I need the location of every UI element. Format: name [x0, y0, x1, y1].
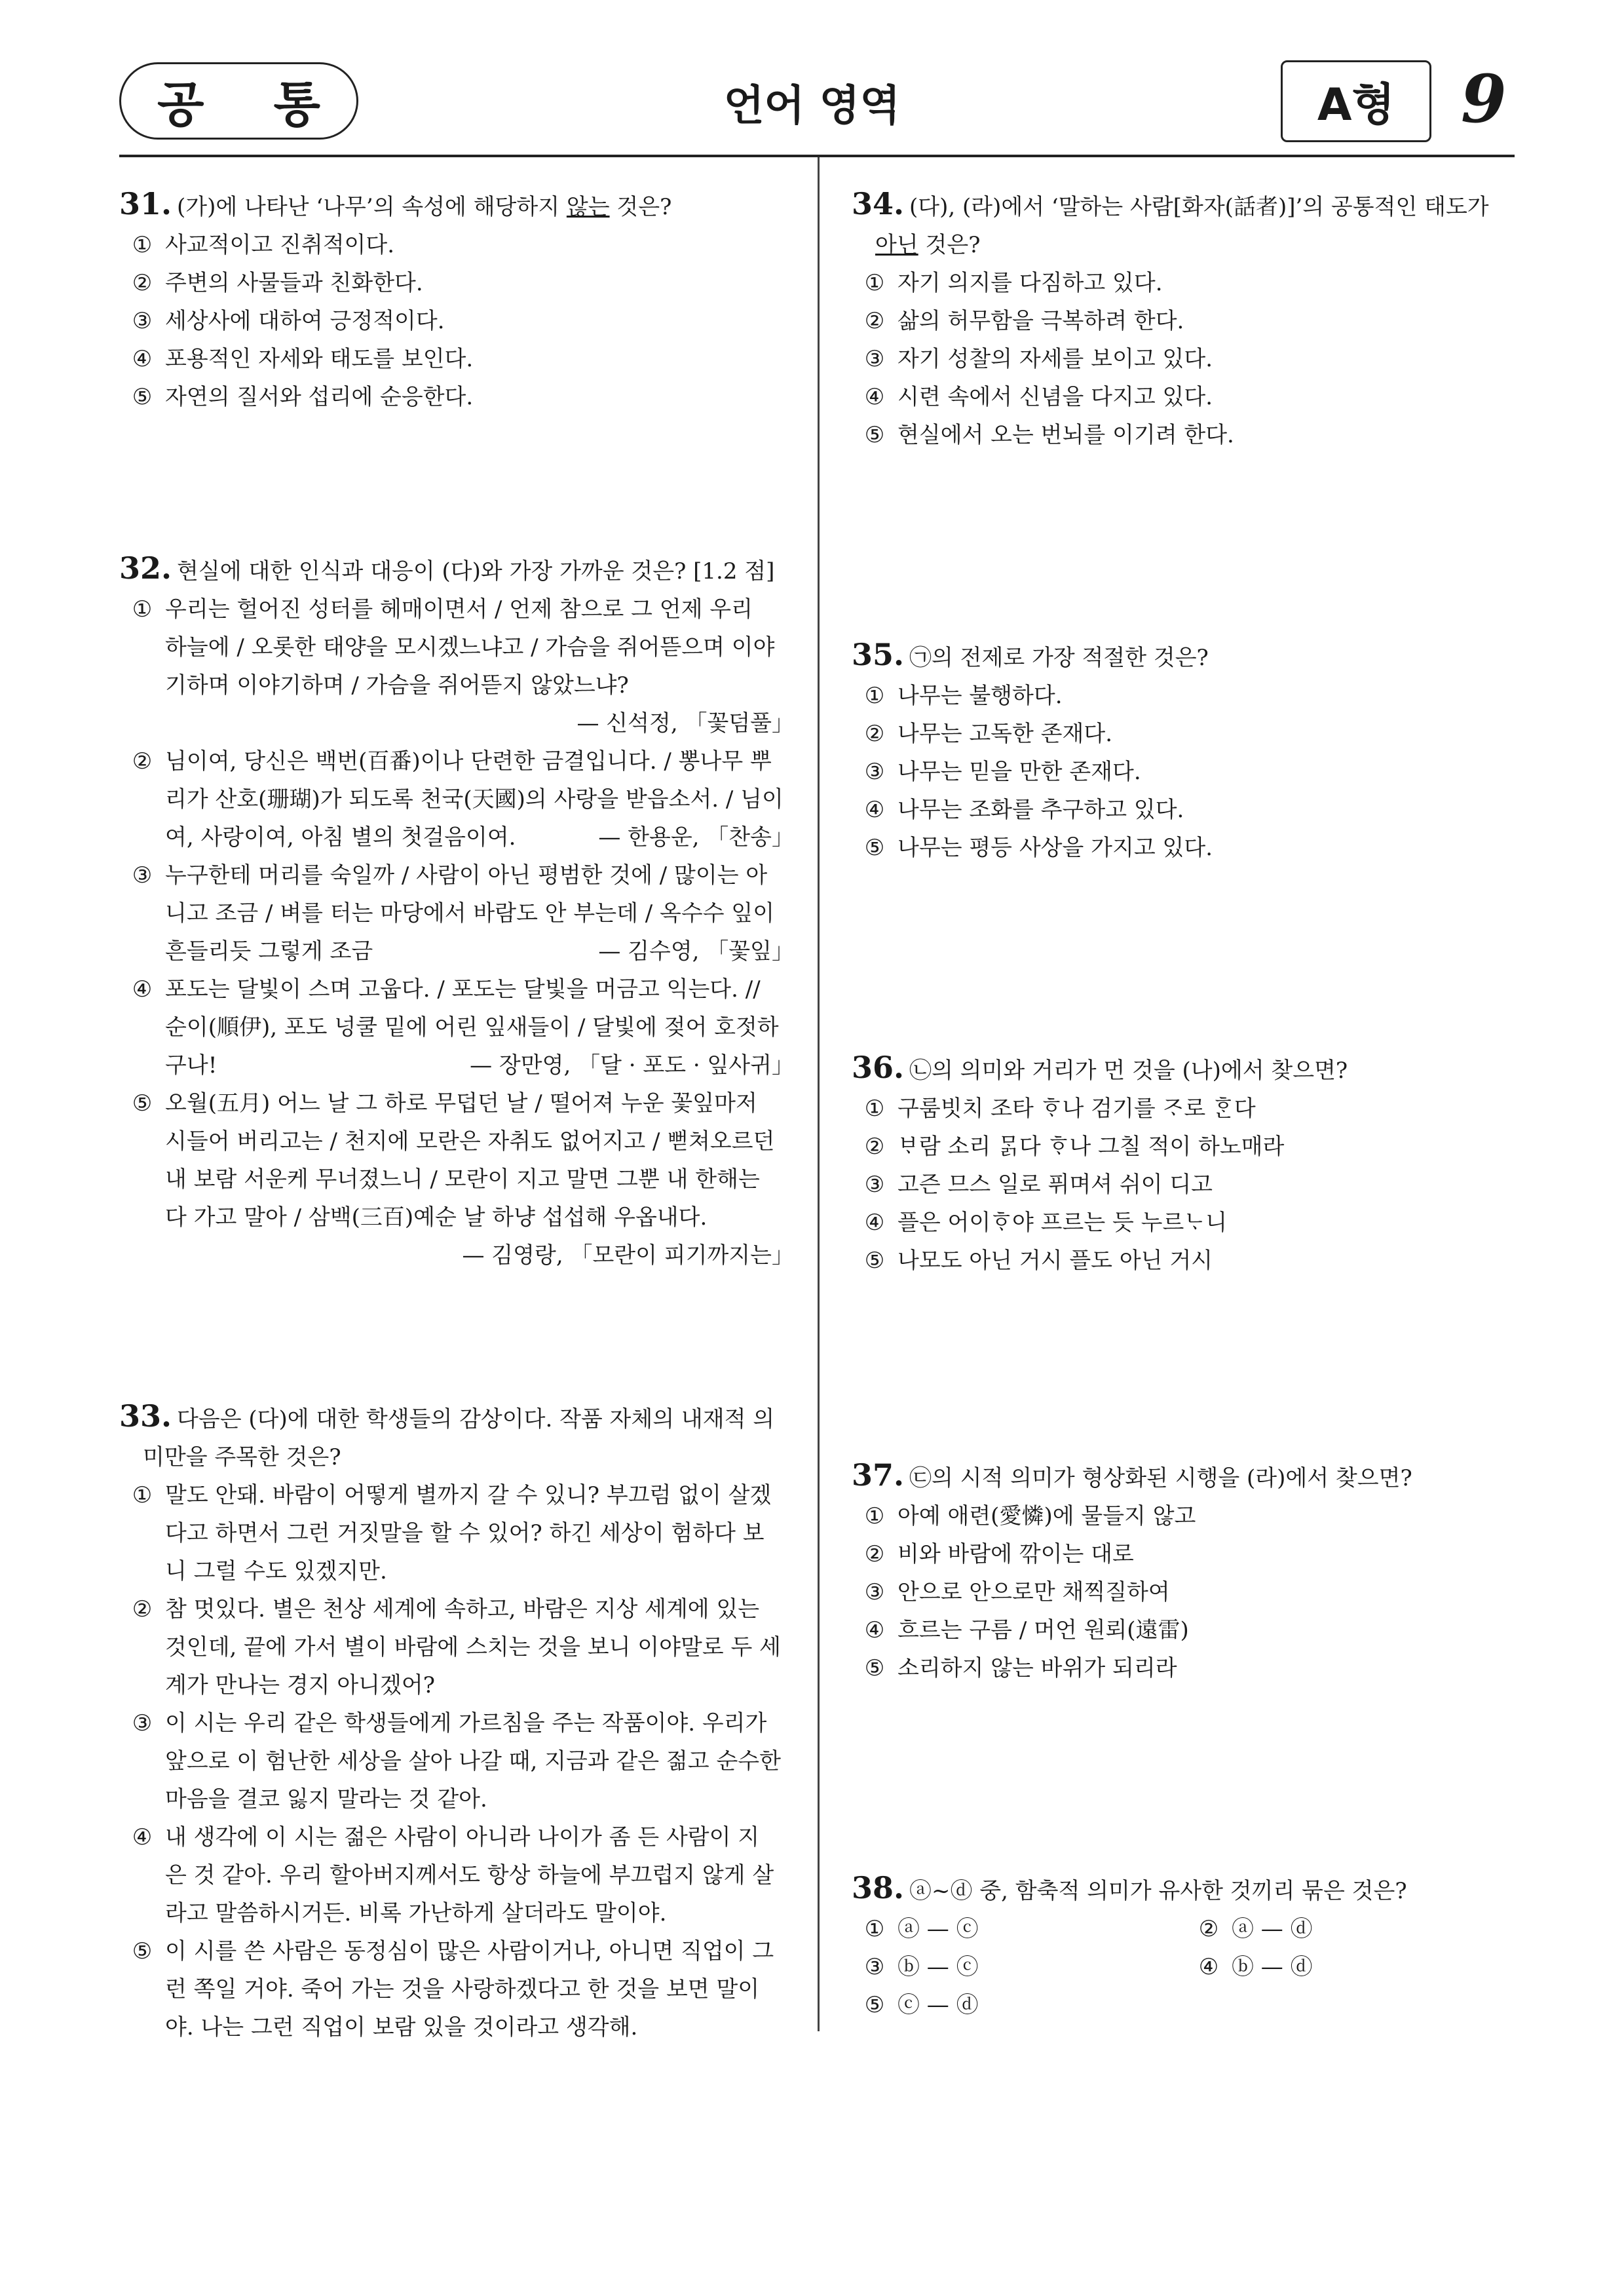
- option[interactable]: [852, 1242, 1520, 1280]
- option[interactable]: [852, 1204, 1520, 1242]
- option[interactable]: [119, 1476, 794, 1590]
- option[interactable]: [119, 1590, 794, 1704]
- option-mark: ⑤: [864, 835, 885, 861]
- option-row: [852, 1986, 1520, 2024]
- option[interactable]: [852, 378, 1520, 416]
- option[interactable]: [852, 1535, 1520, 1573]
- option[interactable]: [852, 1649, 1520, 1687]
- option-mark: ⑤: [864, 1248, 885, 1274]
- option-text: 포도는 달빛이 스며 고웁다. / 포도는 달빛을 머금고 익는다. // 순이(順伊), 포도 넝쿨 밑에 어린 잎새들이 / 달빛에 젖어 호젓하 구나! — 장만영, 「달 · 포도 · 잎사귀」: [165, 970, 794, 1084]
- poem-source: — 장만영, 「달 · 포도 · 잎사귀」: [470, 1052, 794, 1079]
- option-text: 말도 안돼. 바람이 어떻게 별까지 갈 수 있니? 부끄럼 없이 살겠 다고 하면서 그런 거짓말을 할 수 있어? 하긴 세상이 험하다 보 니 그럴 수도 있겠지만.: [165, 1482, 772, 1584]
- header-rule: [119, 155, 1515, 157]
- question-38: [852, 1869, 1520, 2024]
- option-text: 이 시는 우리 같은 학생들에게 가르침을 주는 작품이야. 우리가 앞으로 이 험난한 세상을 살아 나갈 때, 지금과 같은 젊고 순수한 마음을 결코 잃지 말라는 것 같아.: [165, 1710, 781, 1812]
- question-number: 36.: [852, 1050, 905, 1085]
- stem-text: (다), (라)에서 ‘말하는 사람[화자(話者)]’의 공통적인 태도가: [909, 194, 1489, 220]
- question-number: 38.: [852, 1870, 905, 1905]
- option-text: 나모도 아닌 거시 플도 아닌 거시: [897, 1248, 1213, 1274]
- question-32: [119, 549, 794, 1274]
- option-mark: ④: [864, 797, 885, 823]
- option-text: 오월(五月) 어느 날 그 하로 무덥던 날 / 떨어져 누운 꽃잎마저 시들어 버리고는 / 천지에 모란은 자취도 없어지고 / 뻗쳐오르던 내 보람 서운케 무너졌느니 / 모란이 지고 말면 그뿐 내 한해는 다 가고 말아 / 삼백(三百)예순 날 하냥 섭섭해 우옵내다. — 김영랑, 「모란이 피기까지는」: [165, 1084, 794, 1274]
- stem-underlined: 않는: [566, 194, 610, 220]
- question-stem: [119, 549, 794, 590]
- option-mark: ②: [1198, 1916, 1219, 1942]
- option-text: 누구한테 머리를 숙일까 / 사람이 아닌 평범한 것에 / 많이는 아 니고 조금 / 벼를 터는 마당에서 바람도 안 부는데 / 옥수수 잎이 흔들리듯 그렇게 조금 — 김수영, 「꽃잎」: [165, 856, 794, 970]
- question-number: 32.: [119, 550, 172, 586]
- option-text: 비와 바람에 깎이는 대로: [897, 1541, 1134, 1567]
- option-mark: ②: [864, 308, 885, 334]
- stem-text: 것은?: [918, 232, 981, 258]
- option-mark: ①: [864, 1916, 885, 1942]
- option[interactable]: [852, 1573, 1520, 1611]
- option-mark: ②: [864, 1134, 885, 1160]
- option-row: [852, 1948, 1520, 1986]
- option[interactable]: [852, 1497, 1520, 1535]
- option-mark: ②: [864, 721, 885, 747]
- option-text: ᄇᆞ람 소리 ᄆᆞᆰ다 ᄒᆞ나 그칠 적이 하노매라: [897, 1134, 1285, 1160]
- option-text: 나무는 불행하다.: [897, 683, 1063, 709]
- stem-text: (가)에 나타난 ‘나무’의 속성에 해당하지: [177, 194, 567, 220]
- poem-source: — 한용운, 「찬송」: [598, 824, 794, 851]
- option-text: 사교적이고 진취적이다.: [165, 232, 395, 258]
- option-mark: ①: [132, 1482, 153, 1508]
- option-text: 자기 성찰의 자세를 보이고 있다.: [897, 346, 1213, 372]
- option[interactable]: [119, 1932, 794, 2046]
- option[interactable]: [119, 226, 794, 264]
- poem-source: — 김영랑, 「모란이 피기까지는」: [462, 1242, 794, 1269]
- option-text: 현실에서 오는 번뇌를 이기려 한다.: [897, 422, 1234, 448]
- option-mark: ⑤: [864, 1992, 885, 2018]
- option-mark: ③: [864, 346, 885, 372]
- option-mark: ④: [864, 1617, 885, 1643]
- stem-text: ⓐ~ⓓ 중, 함축적 의미가 유사한 것끼리 묶은 것은?: [909, 1878, 1407, 1904]
- stem-text: ㉢의 시적 의미가 형상화된 시행을 (라)에서 찾으면?: [909, 1465, 1412, 1491]
- option-text: 나무는 조화를 추구하고 있다.: [897, 797, 1184, 823]
- option[interactable]: [852, 416, 1520, 454]
- option-mark: ⑤: [132, 1090, 153, 1117]
- option-mark: ①: [132, 232, 153, 258]
- question-stem: [119, 185, 794, 226]
- option[interactable]: [852, 829, 1520, 867]
- option-mark: ⑤: [864, 422, 885, 448]
- poem-source: — 신석정, 「꽃덤풀」: [576, 710, 794, 737]
- option[interactable]: [852, 1910, 1186, 1948]
- option-mark: ⑤: [864, 1655, 885, 1681]
- option-mark: ①: [864, 270, 885, 296]
- option-text: 시련 속에서 신념을 다지고 있다.: [897, 384, 1213, 410]
- option[interactable]: [852, 1611, 1520, 1649]
- form-type-badge: A형: [1281, 60, 1431, 142]
- option[interactable]: [119, 378, 794, 416]
- question-number: 35.: [852, 637, 905, 672]
- stem-underlined: 아닌: [875, 232, 918, 258]
- option-text: ⓑ — ⓒ: [897, 1954, 979, 1980]
- option[interactable]: [852, 1128, 1520, 1166]
- option-mark: ③: [864, 1954, 885, 1980]
- stem-text: 현실에 대한 인식과 대응이 (다)와 가장 가까운 것은? [1.2 점]: [177, 558, 775, 584]
- question-33: [119, 1397, 794, 2046]
- option-text: 소리하지 않는 바위가 되리라: [897, 1655, 1177, 1681]
- option-text: 세상사에 대하여 긍정적이다.: [165, 308, 445, 334]
- question-stem: [119, 1397, 794, 1438]
- option-text: 흐르는 구름 / 머언 원뢰(遠雷): [897, 1617, 1189, 1643]
- option-mark: ③: [864, 1579, 885, 1605]
- question-stem: [852, 185, 1520, 226]
- option-mark: ①: [132, 596, 153, 622]
- option[interactable]: [119, 1084, 794, 1274]
- option-mark: ③: [864, 1172, 885, 1198]
- option-text: ⓒ — ⓓ: [897, 1992, 979, 2018]
- option[interactable]: [119, 302, 794, 340]
- option-mark: ③: [132, 1710, 153, 1736]
- option-mark: ②: [864, 1541, 885, 1567]
- option-text: 자기 의지를 다짐하고 있다.: [897, 270, 1163, 296]
- option-mark: ④: [1198, 1954, 1219, 1980]
- question-31: [119, 185, 794, 416]
- stem-text: ㉠의 전제로 가장 적절한 것은?: [909, 645, 1209, 671]
- option[interactable]: [119, 264, 794, 302]
- page-header: [0, 0, 1624, 157]
- option-mark: ②: [132, 748, 153, 775]
- stem-text: 것은?: [609, 194, 672, 220]
- option-row: [852, 1910, 1520, 1948]
- option[interactable]: [119, 742, 794, 856]
- option-list: [119, 226, 794, 416]
- option[interactable]: [119, 856, 794, 970]
- option-mark: ③: [132, 308, 153, 334]
- option-mark: ⑤: [132, 384, 153, 410]
- stem-text: 다음은 (다)에 대한 학생들의 감상이다. 작품 자체의 내재적 의: [177, 1406, 775, 1432]
- option-text: ⓐ — ⓒ: [897, 1916, 979, 1942]
- question-number: 33.: [119, 1398, 172, 1434]
- option-mark: ④: [864, 1210, 885, 1236]
- question-36: [852, 1048, 1520, 1280]
- stem-text: 미만을 주목한 것은?: [143, 1444, 341, 1470]
- option[interactable]: [852, 753, 1520, 791]
- option[interactable]: [1186, 1910, 1520, 1948]
- option[interactable]: [852, 302, 1520, 340]
- column-divider: [818, 157, 820, 2031]
- option[interactable]: [119, 590, 794, 742]
- question-number: 37.: [852, 1457, 905, 1493]
- stem-text: ㉡의 의미와 거리가 먼 것을 (나)에서 찾으면?: [909, 1058, 1348, 1084]
- option-text: 님이여, 당신은 백번(百番)이나 단련한 금결입니다. / 뽕나무 뿌 리가 산호(珊瑚)가 되도록 천국(天國)의 사랑을 받읍소서. / 님이 여, 사랑이여, 아침 별의 첫걸음이여. — 한용운, 「찬송」: [165, 742, 794, 856]
- option-text: 자연의 질서와 섭리에 순응한다.: [165, 384, 474, 410]
- question-stem: [852, 636, 1520, 677]
- question-stem: [852, 1456, 1520, 1497]
- option-text: ⓑ — ⓓ: [1232, 1954, 1313, 1980]
- option-mark: ③: [132, 862, 153, 889]
- question-number: 34.: [852, 186, 905, 221]
- page-title: 언어 영역: [723, 82, 901, 130]
- option-text: 플은 어이ᄒᆞ야 프르는 듯 누르ᄂᆞ니: [897, 1210, 1228, 1236]
- option[interactable]: [119, 1818, 794, 1932]
- option-mark: ③: [864, 759, 885, 785]
- option[interactable]: [852, 1166, 1520, 1204]
- option-mark: ②: [132, 1596, 153, 1622]
- option-text: 나무는 고독한 존재다.: [897, 721, 1113, 747]
- page-number: 9: [1461, 60, 1507, 138]
- option[interactable]: [1186, 1948, 1520, 1986]
- option-mark: ②: [132, 270, 153, 296]
- subject-char-2: 통: [273, 77, 320, 133]
- option-text: 내 생각에 이 시는 젊은 사람이 아니라 나이가 좀 든 사람이 지 은 것 같아. 우리 할아버지께서도 항상 하늘에 부끄럽지 않게 살 라고 말씀하시거든. 비록 가난하게 살더라도 말이야.: [165, 1824, 774, 1926]
- question-stem: [852, 1048, 1520, 1090]
- question-37: [852, 1456, 1520, 1687]
- question-34: [852, 185, 1520, 454]
- option-text: 나무는 평등 사상을 가지고 있다.: [897, 835, 1213, 861]
- option-mark: ④: [132, 346, 153, 372]
- option-text: 이 시를 쓴 사람은 동정심이 많은 사람이거나, 아니면 직업이 그 런 쪽일 거야. 죽어 가는 것을 사랑하겠다고 한 것을 보면 말이 야. 나는 그런 직업이 보람 있을 것이라고 생각해.: [165, 1938, 774, 2040]
- question-stem: [852, 1869, 1520, 1910]
- poem-source: — 김수영, 「꽃잎」: [598, 938, 794, 965]
- option-mark: ①: [864, 1503, 885, 1529]
- option-mark: ④: [132, 1824, 153, 1850]
- option-text: 참 멋있다. 별은 천상 세계에 속하고, 바람은 지상 세계에 있는 것인데, 끝에 가서 별이 바람에 스치는 것을 보니 이야말로 두 세 계가 만나는 경지 아니겠어?: [165, 1596, 781, 1698]
- option[interactable]: [852, 264, 1520, 302]
- option[interactable]: [852, 791, 1520, 829]
- question-35: [852, 636, 1520, 867]
- option-text: 우리는 헐어진 성터를 헤매이면서 / 언제 참으로 그 언제 우리 하늘에 / 오롯한 태양을 모시겠느냐고 / 가슴을 쥐어뜯으며 이야 기하며 이야기하며 / 가슴을 쥐어뜯지 않았느냐? — 신석정, 「꽃덤풀」: [165, 590, 794, 742]
- option[interactable]: [119, 340, 794, 378]
- option-text: 고즌 므스 일로 퓌며셔 쉬이 디고: [897, 1172, 1213, 1198]
- option[interactable]: [119, 1704, 794, 1818]
- option-text: 주변의 사물들과 친화한다.: [165, 270, 423, 296]
- option-text: ⓐ — ⓓ: [1232, 1916, 1313, 1942]
- question-stem-cont: [852, 226, 1520, 264]
- option-text: 안으로 안으로만 채찍질하여: [897, 1579, 1170, 1605]
- option-text: 삶의 허무함을 극복하려 한다.: [897, 308, 1184, 334]
- option-mark: ①: [864, 1096, 885, 1122]
- option-mark: ④: [864, 384, 885, 410]
- option[interactable]: [852, 1090, 1520, 1128]
- option[interactable]: [852, 1948, 1186, 1986]
- option-text: 포용적인 자세와 태도를 보인다.: [165, 346, 474, 372]
- option-text: 구룸빗치 조타 ᄒᆞ나 검기를 ᄌᆞ로 ᄒᆞᆫ다: [897, 1096, 1256, 1122]
- question-number: 31.: [119, 186, 172, 221]
- option[interactable]: [852, 1986, 1192, 2024]
- option[interactable]: [852, 340, 1520, 378]
- option-mark: ⑤: [132, 1938, 153, 1964]
- option[interactable]: [852, 677, 1520, 715]
- option-mark: ④: [132, 976, 153, 1003]
- option[interactable]: [852, 715, 1520, 753]
- option[interactable]: [119, 970, 794, 1084]
- option-mark: ①: [864, 683, 885, 709]
- option-text: 나무는 믿을 만한 존재다.: [897, 759, 1141, 785]
- option-text: 아예 애련(愛憐)에 물들지 않고: [897, 1503, 1196, 1529]
- subject-char-1: 공: [157, 77, 204, 133]
